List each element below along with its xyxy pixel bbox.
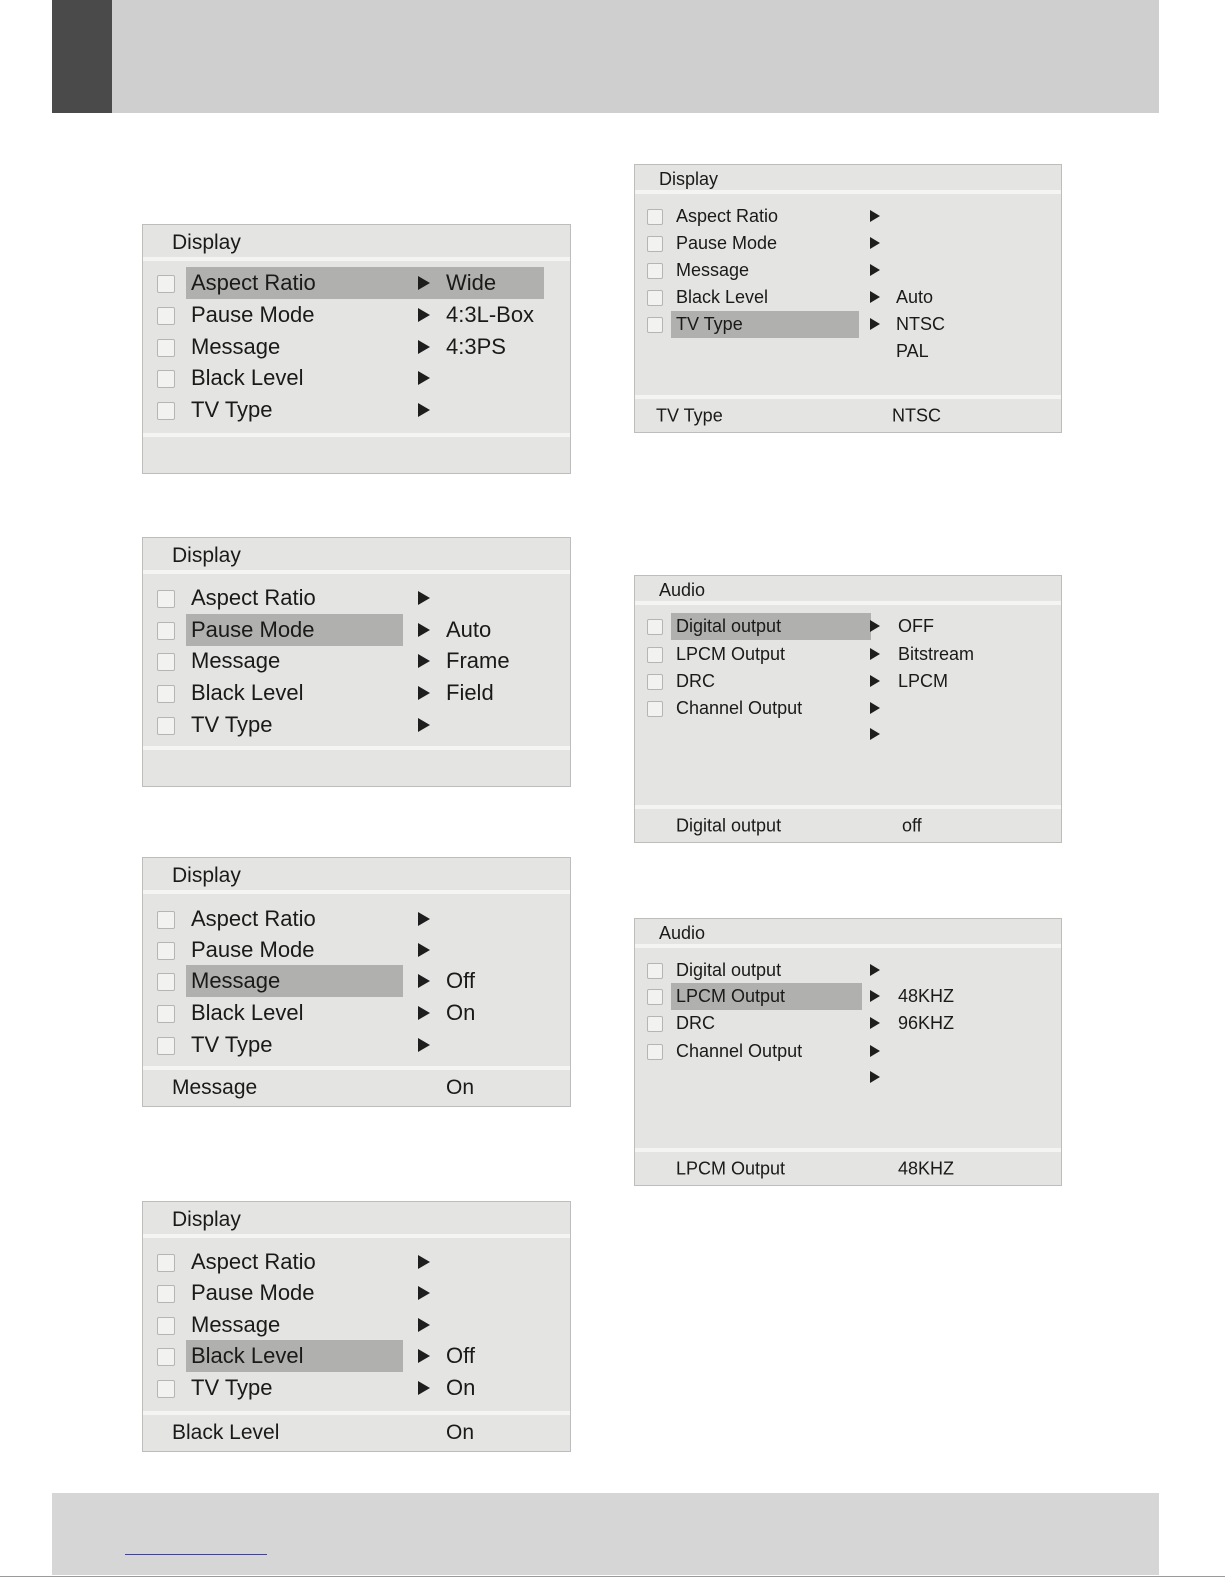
menu-item-aspect-ratio[interactable] [143,903,570,935]
checkbox[interactable] [157,685,175,703]
option-off[interactable]: Off [446,1343,475,1368]
submenu-arrow-icon [418,654,430,668]
item-label: DRC [676,1013,715,1033]
submenu-arrow-icon [418,718,430,732]
submenu-arrow-icon [418,1286,430,1300]
submenu-arrow-icon [418,1381,430,1395]
submenu-arrow-icon [418,974,430,988]
option-96khz[interactable]: 96KHZ [898,1013,955,1033]
submenu-arrow-icon [870,264,880,276]
audio-menu-lpcm-output [634,918,1062,1186]
item-label: Aspect Ratio [191,906,316,931]
header-accent-block [52,0,112,113]
menu-item-pause-mode[interactable] [143,1277,570,1309]
menu-title: Display [172,231,241,254]
submenu-arrow-icon [870,702,880,714]
submenu-arrow-icon [870,1071,880,1083]
menu-item-black-level[interactable] [143,1340,570,1372]
audio-menu-digital-output [634,575,1062,843]
menu-item-drc[interactable] [635,668,1061,695]
item-label: Black Level [191,1000,304,1025]
checkbox[interactable] [157,307,175,325]
item-label: Message [191,334,281,359]
menu-item-tv-type[interactable] [143,394,570,426]
menu-item-lpcm-output[interactable] [635,983,1061,1010]
item-label: TV Type [676,314,743,334]
item-label: Message [191,1312,281,1337]
page-footer-bar [52,1493,1159,1575]
item-label: Black Level [191,680,304,705]
submenu-arrow-icon [870,964,880,976]
option-wide[interactable]: Wide [446,270,497,295]
option-4-3-ps[interactable]: 4:3PS [446,334,506,359]
menu-item-channel-output[interactable] [635,1038,1061,1065]
checkbox[interactable] [157,275,175,293]
menu-item-message[interactable] [143,331,570,363]
option-bitstream[interactable]: Bitstream [898,644,975,664]
checkbox[interactable] [157,339,175,357]
menu-title: Display [172,864,241,887]
item-label: Black Level [676,287,769,307]
option-on[interactable]: On [446,1000,476,1025]
display-menu-message [142,857,571,1107]
menu-item-black-level[interactable] [635,284,1061,311]
status-label: Message [172,1076,258,1099]
menu-item-pause-mode[interactable] [143,934,570,966]
item-label: Aspect Ratio [191,585,316,610]
submenu-arrow-icon [870,1045,880,1057]
display-menu-aspect-ratio [142,224,571,474]
item-label: Digital output [676,960,782,980]
submenu-arrow-icon [870,990,880,1002]
checkbox[interactable] [157,653,175,671]
menu-item-tv-type[interactable] [143,1029,570,1061]
checkbox[interactable] [157,717,175,735]
menu-title: Audio [659,923,706,943]
status-value: On [446,1421,475,1444]
option-field[interactable]: Field [446,680,494,705]
option-ntsc[interactable]: NTSC [896,314,945,334]
item-label: Digital output [676,616,782,636]
submenu-arrow-icon [870,291,880,303]
menu-item-digital-output[interactable] [635,613,1061,640]
checkbox[interactable] [157,402,175,420]
option-auto[interactable]: Auto [446,617,492,642]
submenu-arrow-icon [418,943,430,957]
menu-status-bar [143,1066,570,1106]
item-label: Pause Mode [191,617,315,642]
checkbox[interactable] [157,1037,175,1055]
menu-item-pause-mode[interactable] [635,230,1061,257]
submenu-arrow-icon [418,340,430,354]
menu-item-aspect-ratio[interactable] [143,267,570,299]
submenu-arrow-icon [418,1349,430,1363]
submenu-arrow-icon [870,620,880,632]
option-off[interactable]: OFF [898,616,934,636]
item-label: Pause Mode [191,937,315,962]
item-label: TV Type [191,712,273,737]
menu-item-black-level[interactable] [143,997,570,1029]
checkbox[interactable] [647,674,663,690]
menu-item-aspect-ratio[interactable] [143,1246,570,1278]
checkbox[interactable] [647,989,663,1005]
menu-item-drc[interactable] [635,1010,1061,1037]
submenu-arrow-icon [418,1255,430,1269]
checkbox[interactable] [157,911,175,929]
status-value: 48KHZ [898,1158,955,1178]
submenu-arrow-icon [418,403,430,417]
checkbox[interactable] [647,701,663,717]
menu-status-bar [143,433,570,473]
menu-item-lpcm-output[interactable] [635,641,1061,668]
checkbox[interactable] [647,1044,663,1060]
submenu-arrow-icon [870,210,880,222]
menu-item-aspect-ratio[interactable] [635,203,1061,230]
page-header-bar [52,0,1159,113]
checkbox[interactable] [157,1005,175,1023]
submenu-arrow-icon [870,728,880,740]
menu-item-pause-mode[interactable] [143,614,570,646]
submenu-arrow-icon [418,1038,430,1052]
option-on[interactable]: On [446,1375,476,1400]
menu-title-bar [143,538,570,574]
option-auto[interactable]: Auto [896,287,934,307]
page-bottom-rule [0,1576,1225,1577]
submenu-arrow-icon [418,623,430,637]
option-48khz[interactable]: 48KHZ [898,986,955,1006]
submenu-arrow-icon [870,318,880,330]
submenu-arrow-icon [870,1017,880,1029]
menu-item-digital-output[interactable] [635,957,1061,984]
item-label: Aspect Ratio [191,1249,316,1274]
menu-status-bar [635,805,1061,842]
menu-item-aspect-ratio[interactable] [143,582,570,614]
status-label: LPCM Output [676,1158,786,1178]
submenu-arrow-icon [418,1006,430,1020]
checkbox[interactable] [157,1254,175,1272]
item-label: LPCM Output [676,644,786,664]
status-value: NTSC [892,405,941,425]
checkbox[interactable] [157,1285,175,1303]
menu-item-message[interactable] [143,965,570,997]
item-label: Black Level [191,365,304,390]
item-label: Pause Mode [191,1280,315,1305]
option-lpcm[interactable]: LPCM [898,671,949,691]
menu-item-black-level[interactable] [143,677,570,709]
menu-status-bar [143,746,570,786]
menu-title: Display [172,1208,241,1231]
menu-item-tv-type[interactable] [635,311,1061,338]
checkbox[interactable] [647,209,663,225]
menu-item-black-level[interactable] [143,362,570,394]
item-label: TV Type [191,397,273,422]
menu-status-bar [635,1148,1061,1185]
checkbox[interactable] [157,370,175,388]
option-off[interactable]: Off [446,968,475,993]
menu-title-bar [635,165,1061,194]
option-frame[interactable]: Frame [446,648,510,673]
submenu-arrow-icon [418,1318,430,1332]
item-label: Message [191,968,281,993]
menu-item-unlabeled[interactable] [635,1064,1061,1091]
menu-title-bar [635,919,1061,948]
display-menu-tv-type [634,164,1062,433]
item-label: Message [676,260,750,280]
menu-item-pause-mode[interactable] [143,299,570,331]
footer-link-underline[interactable] [125,1554,267,1555]
menu-item-tv-type[interactable] [143,709,570,741]
menu-item-message[interactable] [143,1309,570,1341]
checkbox[interactable] [647,236,663,252]
option-pal[interactable]: PAL [896,341,929,361]
menu-item-unlabeled[interactable] [635,721,1061,748]
item-label: Pause Mode [676,233,778,253]
submenu-arrow-icon [418,686,430,700]
status-label: Black Level [172,1421,280,1444]
item-label: Channel Output [676,1041,803,1061]
display-menu-black-level [142,1201,571,1452]
display-menu-pause-mode [142,537,571,787]
checkbox[interactable] [157,1348,175,1366]
item-label: Aspect Ratio [676,206,779,226]
checkbox[interactable] [647,963,663,979]
item-label: LPCM Output [676,986,786,1006]
menu-title: Audio [659,580,706,600]
item-label: Pause Mode [191,302,315,327]
item-label: Black Level [191,1343,304,1368]
submenu-arrow-icon [418,308,430,322]
checkbox[interactable] [157,973,175,991]
item-label: TV Type [191,1032,273,1057]
checkbox[interactable] [647,1016,663,1032]
status-value: On [446,1076,475,1099]
submenu-arrow-icon [418,371,430,385]
option-4-3-lbox[interactable]: 4:3L-Box [446,302,535,327]
checkbox[interactable] [157,942,175,960]
status-value: off [902,815,922,835]
submenu-arrow-icon [418,276,430,290]
checkbox[interactable] [647,290,663,306]
checkbox[interactable] [157,1317,175,1335]
menu-status-bar [143,1411,570,1451]
menu-title-bar [143,225,570,261]
menu-title: Display [172,544,241,567]
submenu-arrow-icon [418,591,430,605]
checkbox[interactable] [647,647,663,663]
status-label: Digital output [676,815,782,835]
submenu-arrow-icon [870,237,880,249]
menu-item-channel-output[interactable] [635,695,1061,722]
item-label: TV Type [191,1375,273,1400]
item-label: Aspect Ratio [191,270,316,295]
menu-title-bar [143,1202,570,1238]
item-label: DRC [676,671,715,691]
item-label: Channel Output [676,698,803,718]
submenu-arrow-icon [870,675,880,687]
submenu-arrow-icon [870,648,880,660]
menu-title-bar [143,858,570,894]
menu-item-message[interactable] [143,645,570,677]
status-label: TV Type [656,405,723,425]
submenu-arrow-icon [418,912,430,926]
menu-item-tv-type[interactable] [143,1372,570,1404]
menu-title: Display [659,169,719,189]
menu-title-bar [635,576,1061,605]
menu-item-message[interactable] [635,257,1061,284]
checkbox[interactable] [647,317,663,333]
checkbox[interactable] [157,1380,175,1398]
checkbox[interactable] [647,263,663,279]
menu-status-bar [635,395,1061,432]
checkbox[interactable] [157,590,175,608]
checkbox[interactable] [157,622,175,640]
checkbox[interactable] [647,619,663,635]
item-label: Message [191,648,281,673]
